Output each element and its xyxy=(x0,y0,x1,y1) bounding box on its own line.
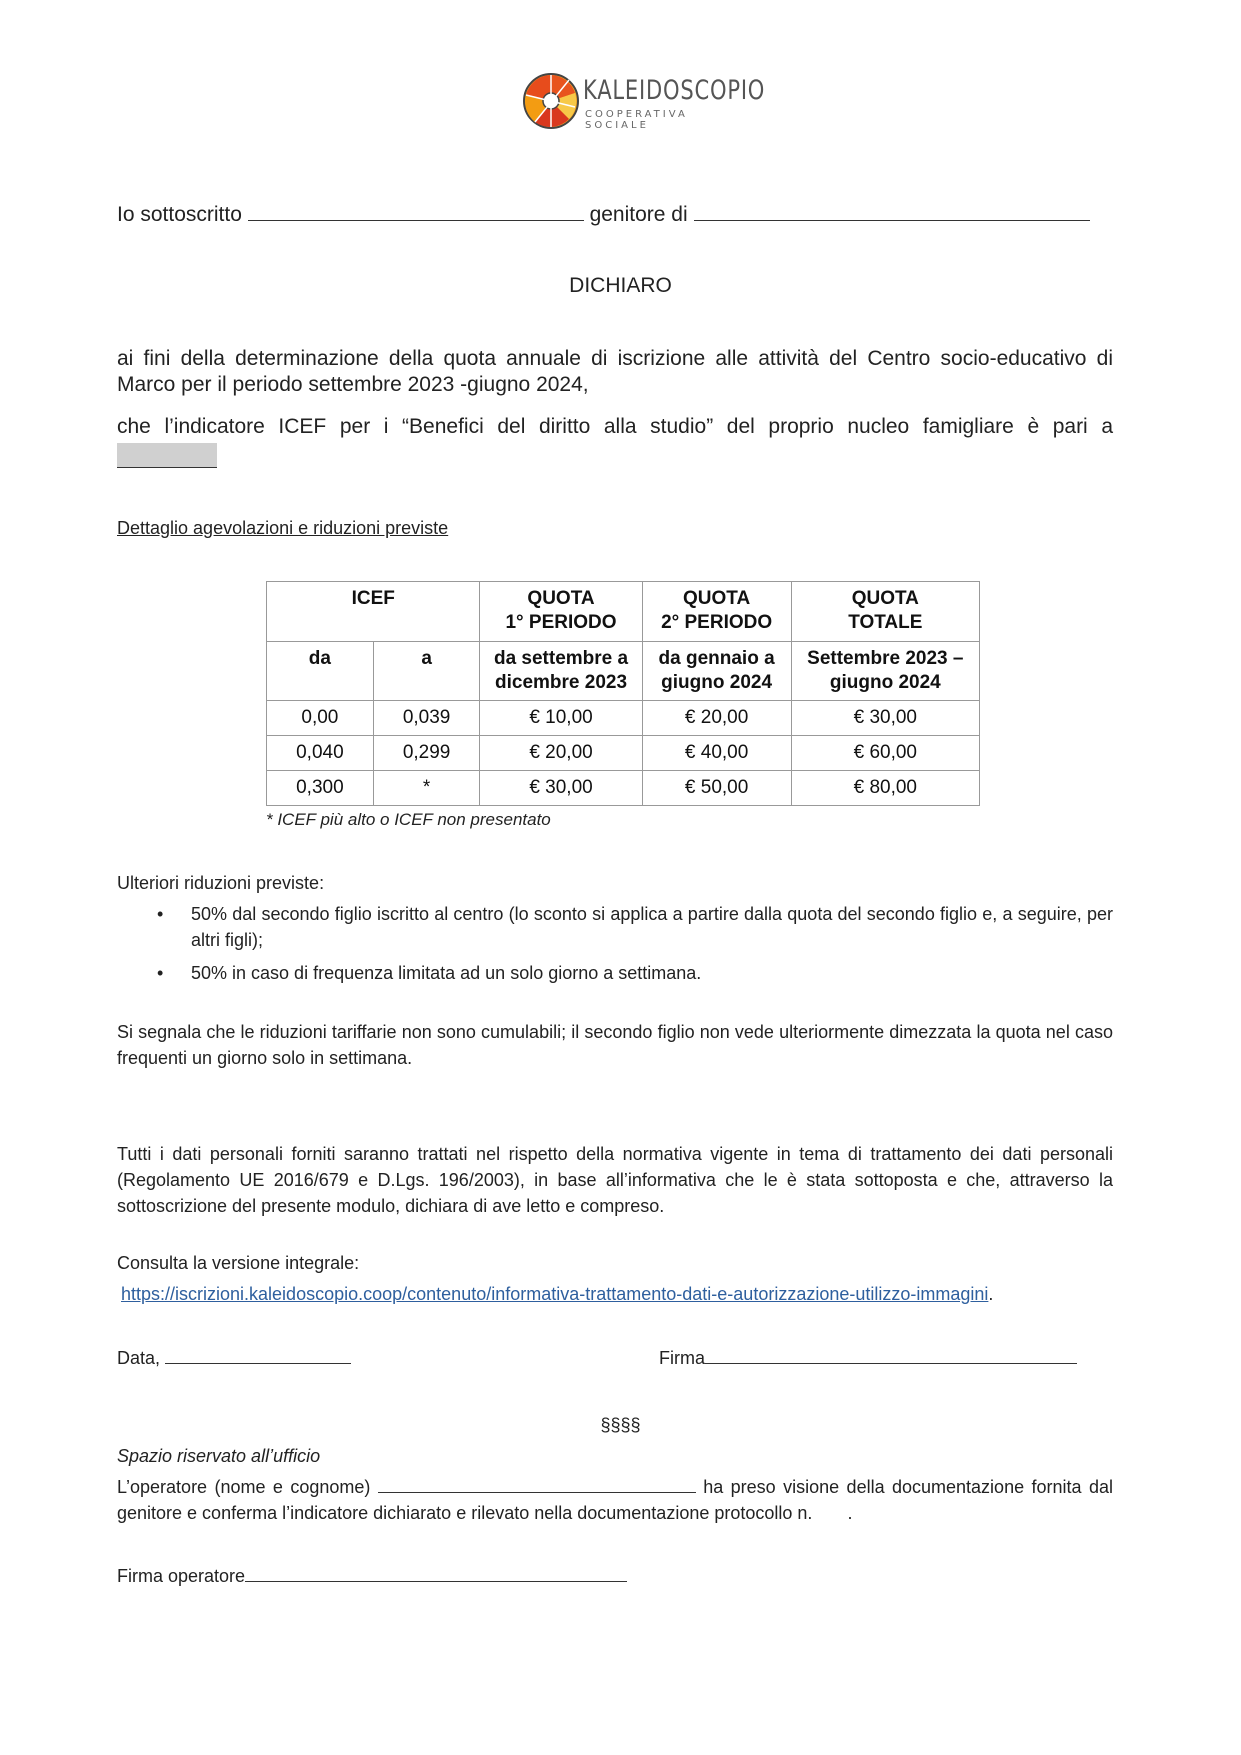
operator-signature-line xyxy=(117,1563,627,1589)
icef-value-field[interactable] xyxy=(117,443,217,468)
table-row xyxy=(267,771,980,806)
declarant-prefix: Io sottoscritto xyxy=(117,203,242,226)
header-icef: ICEF xyxy=(267,582,480,642)
cell-da: 0,040 xyxy=(267,736,374,771)
full-version-label: Consulta la versione integrale: xyxy=(117,1253,360,1273)
cell-qt: € 30,00 xyxy=(791,701,979,736)
header-period-2: da gennaio a giugno 2024 xyxy=(642,642,791,701)
icef-fee-table xyxy=(266,581,980,806)
child-name-field[interactable] xyxy=(694,202,1090,221)
header-da: da xyxy=(267,642,374,701)
detail-title: Dettaglio agevolazioni e riduzioni previste xyxy=(117,518,449,538)
operator-label: L’operatore (nome e cognome) xyxy=(117,1477,371,1497)
link-trailer: . xyxy=(988,1284,994,1304)
page-heading: DICHIARO xyxy=(569,274,672,297)
operator-text-end: . xyxy=(847,1503,853,1523)
cumulability-note: Si segnala che le riduzioni tariffarie non sono cumulabili; il secondo figlio non vede ulteriormente dimezzata la quota nel caso frequenti un giorno solo in settimana. xyxy=(117,1022,1113,1068)
table-footnote: * ICEF più alto o ICEF non presentato xyxy=(266,810,551,829)
date-label: Data, xyxy=(117,1348,161,1368)
bullet-icon: • xyxy=(157,904,164,924)
cell-q1: € 10,00 xyxy=(480,701,642,736)
list-item-text: 50% dal secondo figlio iscritto al centro (lo sconto si applica a partire dalla quota del secondo figlio e, a seguire, per altri figli); xyxy=(191,904,1113,950)
list-item xyxy=(117,960,1113,986)
table-row xyxy=(267,701,980,736)
date-line xyxy=(117,1345,351,1371)
privacy-link[interactable]: https://iscrizioni.kaleidoscopio.coop/contenuto/informativa-trattamento-dati-e-autorizzazione-utilizzo-immagini xyxy=(121,1284,989,1304)
cell-a: 0,039 xyxy=(373,701,480,736)
header-a: a xyxy=(373,642,480,701)
further-list xyxy=(117,901,1113,986)
operator-signature-field[interactable] xyxy=(245,1563,627,1582)
date-field[interactable] xyxy=(165,1345,351,1364)
cell-q1: € 30,00 xyxy=(480,771,642,806)
header-quota-total: QUOTA TOTALE xyxy=(791,582,979,642)
cell-q2: € 20,00 xyxy=(642,701,791,736)
cell-a: 0,299 xyxy=(373,736,480,771)
name-field[interactable] xyxy=(248,202,584,221)
signature-line xyxy=(659,1345,1077,1371)
kaleidoscope-logo-icon xyxy=(521,71,581,131)
cell-qt: € 80,00 xyxy=(791,771,979,806)
signature-field[interactable] xyxy=(705,1345,1077,1364)
bullet-icon: • xyxy=(157,963,164,983)
section-mark: §§§§ xyxy=(600,1415,641,1435)
cell-q2: € 40,00 xyxy=(642,736,791,771)
full-version-line xyxy=(121,1281,993,1307)
cell-q2: € 50,00 xyxy=(642,771,791,806)
header-period-total: Settembre 2023 – giugno 2024 xyxy=(791,642,979,701)
cell-da: 0,300 xyxy=(267,771,374,806)
list-item-text: 50% in caso di frequenza limitata ad un solo giorno a settimana. xyxy=(191,963,702,983)
office-title: Spazio riservato all’ufficio xyxy=(117,1446,321,1466)
header-period-1: da settembre a dicembre 2023 xyxy=(480,642,642,701)
header-quota-1: QUOTA 1° PERIODO xyxy=(480,582,642,642)
declarant-line xyxy=(117,201,1090,229)
logo-name: KALEIDOSCOPIO xyxy=(583,75,766,106)
header-quota-2: QUOTA 2° PERIODO xyxy=(642,582,791,642)
further-title: Ulteriori riduzioni previste: xyxy=(117,873,325,893)
icef-sentence: che l’indicatore ICEF per i “Benefici del diritto alla studio” del proprio nucleo famigliare è pari a xyxy=(117,415,1113,438)
operator-paragraph xyxy=(117,1474,1113,1526)
signature-label: Firma xyxy=(659,1348,705,1368)
list-item xyxy=(117,901,1113,953)
operator-name-field[interactable] xyxy=(378,1474,696,1493)
cell-da: 0,00 xyxy=(267,701,374,736)
intro-paragraph: ai fini della determinazione della quota annuale di iscrizione alle attività del Centro socio-educativo di Marco per il periodo settembre 2023 -giugno 2024, xyxy=(117,347,1113,396)
table-row xyxy=(267,736,980,771)
icef-value-box[interactable] xyxy=(117,443,217,468)
operator-text: ha preso visione della documentazione fornita dal genitore e conferma l’indicatore dichiarato e rilevato nella documentazione protocollo n. xyxy=(117,1477,1113,1523)
cell-q1: € 20,00 xyxy=(480,736,642,771)
privacy-paragraph: Tutti i dati personali forniti saranno trattati nel rispetto della normativa vigente in tema di trattamento dei dati personali (Regolamento UE 2016/679 e D.Lgs. 196/2003), in base all’informativa che le è stata sottoposta e che, attraverso la sottoscrizione del presente modulo, dichiara di ave letto e compreso. xyxy=(117,1144,1113,1216)
cell-a: * xyxy=(373,771,480,806)
parent-of-label: genitore di xyxy=(589,203,688,226)
kaleidoscopio-logo xyxy=(521,71,766,131)
cell-qt: € 60,00 xyxy=(791,736,979,771)
operator-signature-label: Firma operatore xyxy=(117,1566,246,1586)
logo-subtitle: COOPERATIVA SOCIALE xyxy=(585,109,688,131)
